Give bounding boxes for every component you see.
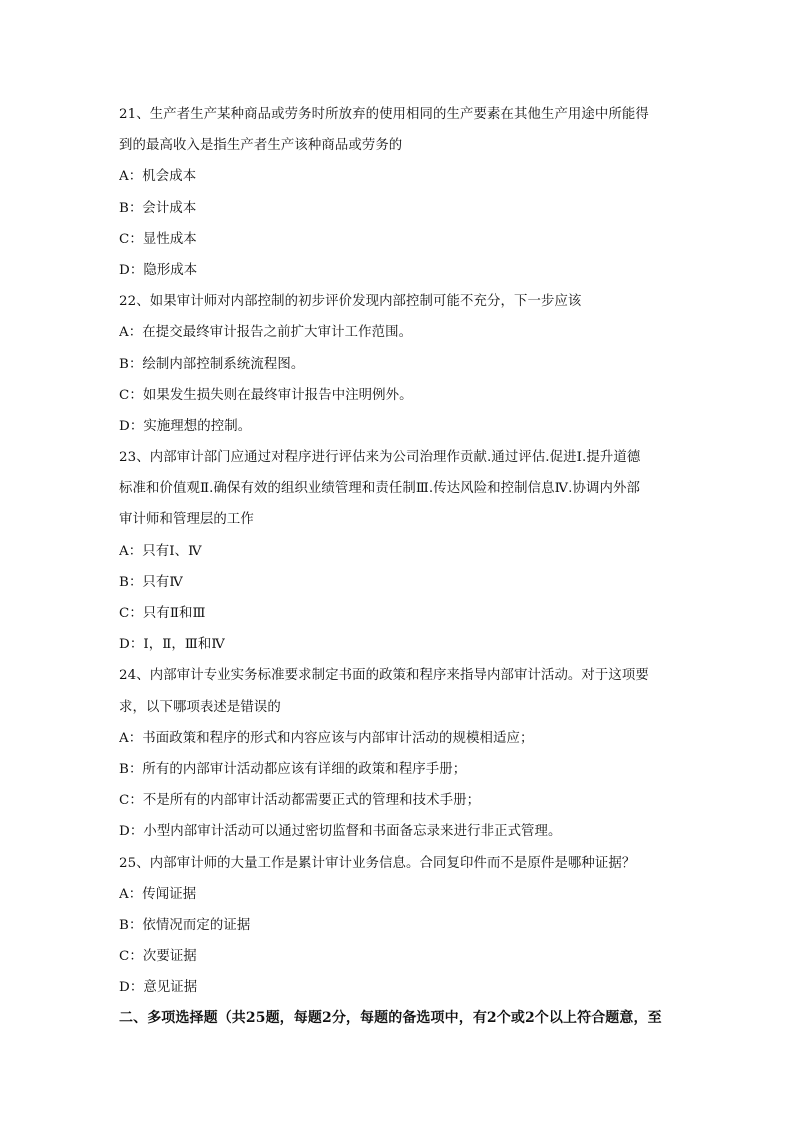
question-text-line: 标准和价值观Ⅱ.确保有效的组织业绩管理和责任制Ⅲ.传达风险和控制信息Ⅳ.协调内外部 <box>119 481 640 497</box>
question-text-line: 求，以下哪项表述是错误的 <box>119 699 281 715</box>
question-text-line: 23、内部审计部门应通过对程序进行评估来为公司治理作贡献.通过评估.促进Ⅰ.提升道德 <box>119 450 641 466</box>
option-a: A：只有Ⅰ、Ⅳ <box>119 543 202 559</box>
option-c: C：如果发生损失则在最终审计报告中注明例外。 <box>119 387 413 403</box>
section-heading: 二、多项选择题（共25题，每题2分，每题的备选项中，有2个或2个以上符合题意，至 <box>119 1010 662 1027</box>
question-text-line: 审计师和管理层的工作 <box>119 512 254 528</box>
option-b: B：会计成本 <box>119 200 197 216</box>
question-text-line: 21、生产者生产某种商品或劳务时所放弃的使用相同的生产要素在其他生产用途中所能得 <box>119 107 649 122</box>
question-text-line: 25、内部审计师的大量工作是累计审计业务信息。合同复印件而不是原件是哪种证据？ <box>119 855 636 871</box>
option-b: B：只有Ⅳ <box>119 574 183 590</box>
question-text-line: 22、如果审计师对内部控制的初步评价发现内部控制可能不充分，下一步应该 <box>119 294 582 310</box>
option-a: A：书面政策和程序的形式和内容应该与内部审计活动的规模相适应； <box>119 730 534 746</box>
option-b: B：所有的内部审计活动都应该有详细的政策和程序手册； <box>119 761 467 777</box>
question-25 <box>119 848 679 1004</box>
question-24 <box>119 660 679 847</box>
option-a: A：机会成本 <box>119 169 197 185</box>
option-d: D：实施理想的控制。 <box>119 418 252 434</box>
question-text-line: 到的最高收入是指生产者生产该种商品或劳务的 <box>119 138 403 154</box>
option-a: A：在提交最终审计报告之前扩大审计工作范围。 <box>119 325 413 341</box>
question-23 <box>119 442 679 660</box>
option-b: B：绘制内部控制系统流程图。 <box>119 356 305 372</box>
option-c: C：显性成本 <box>119 231 197 247</box>
question-22 <box>119 286 679 442</box>
option-c: C：不是所有的内部审计活动都需要正式的管理和技术手册； <box>119 793 481 809</box>
option-c: C：次要证据 <box>119 949 197 965</box>
document-content <box>119 99 679 1035</box>
option-a: A：传闻证据 <box>119 886 197 902</box>
option-d: D：意见证据 <box>119 980 198 996</box>
option-c: C：只有Ⅱ和Ⅲ <box>119 606 206 621</box>
question-21 <box>119 99 679 286</box>
option-b: B：依情况而定的证据 <box>119 917 251 933</box>
option-d: D：Ⅰ，Ⅱ，Ⅲ和Ⅳ <box>119 637 225 653</box>
option-d: D：隐形成本 <box>119 262 198 278</box>
option-d: D：小型内部审计活动可以通过密切监督和书面备忘录来进行非正式管理。 <box>119 824 562 840</box>
question-text-line: 24、内部审计专业实务标准要求制定书面的政策和程序来指导内部审计活动。对于这项要 <box>119 668 649 684</box>
